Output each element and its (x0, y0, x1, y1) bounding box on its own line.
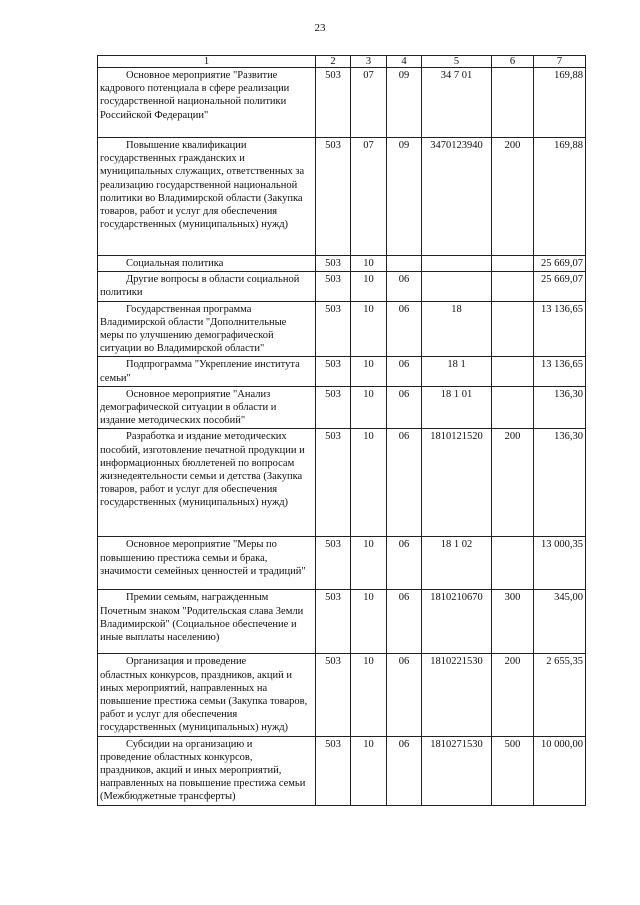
cell-name-line: (Межбюджетные трансферты) (100, 791, 236, 803)
cell-name (98, 590, 316, 654)
cell-subsection: 10 (351, 537, 387, 590)
cell-name (98, 736, 316, 805)
cell-section: 503 (316, 429, 351, 537)
cell-name (98, 68, 316, 138)
cell-name-line: иных мероприятий, направленных на (100, 682, 268, 694)
cell-name (98, 138, 316, 256)
cell-expense-type: 200 (492, 138, 534, 256)
cell-amount: 10 000,00 (534, 736, 586, 805)
header-col-3: 3 (351, 56, 387, 68)
cell-name (98, 357, 316, 386)
cell-target-code: 18 1 (422, 357, 492, 386)
cell-name-line: праздников, акций и иных мероприятий, (100, 765, 282, 777)
cell-name-line: демографической ситуации в области и (100, 402, 277, 414)
cell-name-line: информационных бюллетеней по вопросам (100, 457, 295, 469)
cell-expense-type (492, 357, 534, 386)
cell-expense-type: 200 (492, 429, 534, 537)
table-row (98, 590, 586, 654)
cell-name-line: государственной национальной политики (100, 96, 287, 108)
cell-expense-type (492, 386, 534, 429)
cell-name-line: государственных гражданских и (100, 153, 245, 165)
cell-target-code: 34 7 01 (422, 68, 492, 138)
table-row (98, 537, 586, 590)
table-row (98, 736, 586, 805)
header-col-1: 1 (98, 56, 316, 68)
cell-item: 09 (387, 138, 422, 256)
table-row (98, 138, 586, 256)
cell-expense-type (492, 256, 534, 272)
cell-name-line: государственных (муниципальных) нужд) (100, 722, 289, 734)
cell-name-line: Повышение квалификации (126, 140, 247, 151)
cell-target-code: 18 (422, 301, 492, 357)
cell-amount: 25 669,07 (534, 256, 586, 272)
cell-amount: 13 136,65 (534, 301, 586, 357)
cell-name-line: политики во Владимирской области (Закупка (100, 192, 303, 204)
cell-name-line: жизнедеятельности семьи и детства (Закупка (100, 471, 303, 483)
table-row (98, 256, 586, 272)
cell-subsection: 10 (351, 272, 387, 301)
cell-target-code (422, 272, 492, 301)
cell-name (98, 256, 316, 272)
cell-target-code: 1810271530 (422, 736, 492, 805)
table-row (98, 386, 586, 429)
cell-name-line: значимости семейных ценностей и традиций" (100, 565, 306, 577)
cell-name-line: проведение областных конкурсов, (100, 751, 253, 763)
cell-name-line: государственных (муниципальных) нужд) (100, 219, 289, 231)
cell-name-line: политики (100, 287, 143, 299)
table-row (98, 301, 586, 357)
cell-item: 06 (387, 429, 422, 537)
cell-item: 06 (387, 537, 422, 590)
cell-subsection: 10 (351, 429, 387, 537)
page-number: 23 (314, 22, 326, 34)
cell-name-line: Социальная политика (126, 258, 224, 269)
cell-amount: 169,88 (534, 138, 586, 256)
cell-name-line: Основное мероприятие "Меры по (126, 539, 277, 551)
cell-amount: 25 669,07 (534, 272, 586, 301)
cell-section: 503 (316, 590, 351, 654)
cell-name (98, 386, 316, 429)
table-row (98, 68, 586, 138)
cell-item (387, 256, 422, 272)
budget-table (97, 55, 586, 806)
cell-amount: 2 655,35 (534, 654, 586, 736)
cell-target-code (422, 256, 492, 272)
cell-section: 503 (316, 537, 351, 590)
cell-name-line: Субсидии на организацию и (126, 738, 253, 750)
cell-amount: 13 136,65 (534, 357, 586, 386)
table-body (98, 68, 586, 806)
cell-expense-type (492, 301, 534, 357)
cell-name (98, 429, 316, 537)
cell-section: 503 (316, 138, 351, 256)
cell-name-line: направленных на повышение престижа семьи (100, 778, 306, 790)
cell-name-line: Подпрограмма "Укрепление института (126, 359, 300, 371)
cell-item: 06 (387, 736, 422, 805)
cell-name (98, 272, 316, 301)
table-row (98, 429, 586, 537)
cell-item: 06 (387, 272, 422, 301)
cell-section: 503 (316, 654, 351, 736)
cell-name-line: семьи" (100, 372, 131, 384)
cell-name-line: Государственная программа (126, 303, 252, 315)
cell-section: 503 (316, 256, 351, 272)
cell-item: 06 (387, 301, 422, 357)
cell-target-code: 18 1 02 (422, 537, 492, 590)
cell-name-line: Разработка и издание методических (126, 431, 287, 443)
table-row (98, 272, 586, 301)
cell-name-line: Другие вопросы в области социальной (126, 274, 300, 286)
cell-name-line: муниципальных служащих, ответственных за (100, 166, 305, 178)
cell-name-line: Российской Федерации" (100, 109, 209, 121)
cell-item: 06 (387, 654, 422, 736)
cell-name-line: ситуации во Владимирской области" (100, 343, 265, 355)
cell-amount: 13 000,35 (534, 537, 586, 590)
cell-amount: 345,00 (534, 590, 586, 654)
cell-expense-type (492, 272, 534, 301)
table-row (98, 357, 586, 386)
cell-expense-type: 500 (492, 736, 534, 805)
cell-section: 503 (316, 736, 351, 805)
cell-section: 503 (316, 386, 351, 429)
cell-target-code: 1810210670 (422, 590, 492, 654)
cell-amount: 136,30 (534, 429, 586, 537)
cell-name-line: повышению престижа семьи и брака, (100, 552, 268, 564)
header-col-4: 4 (387, 56, 422, 68)
cell-name-line: повышение престижа семьи (Закупка товаров, (100, 696, 308, 708)
cell-subsection: 10 (351, 736, 387, 805)
cell-name-line: государственных (муниципальных) нужд) (100, 497, 289, 509)
cell-section: 503 (316, 301, 351, 357)
header-col-7: 7 (534, 56, 586, 68)
cell-name (98, 537, 316, 590)
cell-subsection: 10 (351, 301, 387, 357)
cell-target-code: 18 1 01 (422, 386, 492, 429)
cell-name (98, 301, 316, 357)
cell-amount: 169,88 (534, 68, 586, 138)
cell-name-line: издание методических пособий" (100, 415, 246, 427)
cell-item: 06 (387, 590, 422, 654)
cell-expense-type (492, 68, 534, 138)
cell-name-line: Почетным знаком "Родительская слава Земли (100, 605, 304, 617)
cell-name-line: Основное мероприятие "Развитие (126, 70, 278, 81)
cell-subsection: 07 (351, 138, 387, 256)
header-row (98, 56, 586, 68)
cell-name-line: реализацию государственной национальной (100, 179, 298, 191)
cell-section: 503 (316, 68, 351, 138)
cell-target-code: 3470123940 (422, 138, 492, 256)
table-row (98, 654, 586, 736)
cell-name-line: Владимирской" (Социальное обеспечение и (100, 618, 297, 630)
cell-section: 503 (316, 357, 351, 386)
cell-name (98, 654, 316, 736)
cell-subsection: 10 (351, 386, 387, 429)
cell-expense-type (492, 537, 534, 590)
header-col-5: 5 (422, 56, 492, 68)
cell-name-line: меры по улучшению демографической (100, 330, 274, 342)
cell-subsection: 10 (351, 654, 387, 736)
cell-name-line: Владимирской области "Дополнительные (100, 316, 287, 328)
cell-target-code: 1810221530 (422, 654, 492, 736)
cell-name-line: иные выплаты населению) (100, 632, 220, 644)
cell-subsection: 10 (351, 590, 387, 654)
cell-name-line: Премии семьям, награжденным (126, 592, 269, 604)
cell-name-line: пособий, изготовление печатной продукции и (100, 444, 305, 456)
cell-name-line: кадрового потенциала в сфере реализации (100, 83, 290, 95)
cell-name-line: работ и услуг для обеспечения (100, 709, 238, 721)
cell-item: 06 (387, 386, 422, 429)
cell-item: 09 (387, 68, 422, 138)
cell-section: 503 (316, 272, 351, 301)
cell-item: 06 (387, 357, 422, 386)
cell-name-line: товаров, работ и услуг для обеспечения (100, 206, 278, 218)
cell-subsection: 07 (351, 68, 387, 138)
cell-name-line: Организация и проведение (126, 656, 247, 668)
header-col-2: 2 (316, 56, 351, 68)
cell-amount: 136,30 (534, 386, 586, 429)
cell-expense-type: 300 (492, 590, 534, 654)
cell-target-code: 1810121520 (422, 429, 492, 537)
cell-expense-type: 200 (492, 654, 534, 736)
cell-name-line: Основное мероприятие "Анализ (126, 388, 271, 400)
header-col-6: 6 (492, 56, 534, 68)
cell-name-line: областных конкурсов, праздников, акций и (100, 669, 292, 681)
cell-subsection: 10 (351, 357, 387, 386)
cell-subsection: 10 (351, 256, 387, 272)
cell-name-line: товаров, работ и услуг для обеспечения (100, 484, 278, 496)
